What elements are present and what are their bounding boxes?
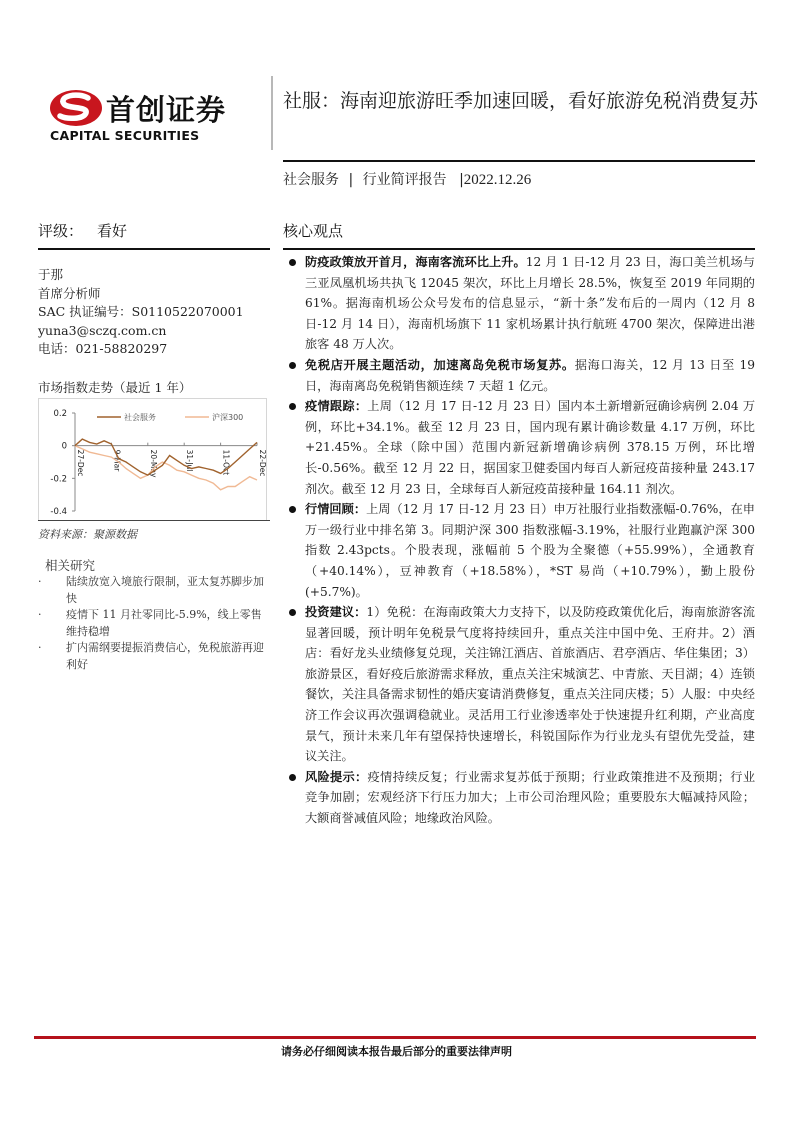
y-tick-label: -0.2	[50, 474, 67, 485]
y-tick-label: -0.4	[50, 507, 67, 517]
bullet-dot-icon	[289, 259, 296, 266]
core-point-body: 上周（12 月 17 日-12 月 23 日）国内本土新增新冠确诊病例 2.04 万例，环比+34.1%。截至 12 月 23 日，国内现有累计确诊数量 4.17 万例，环比+21.45%。全球（除中国）范围内新冠新增确诊病例 378.15 万例，环比增长-0.56%。截至 12 月 22 日，据国家卫健委国内每百人新冠疫苗接种量 243.17 剂次。截至 12 月 23 日，全球每百人新冠疫苗接种量 164.11 剂次。	[305, 399, 756, 496]
report-date: 2022.12.26	[463, 172, 532, 188]
core-point	[283, 499, 755, 602]
logo-english-name: CAPITAL SECURITIES	[50, 128, 200, 143]
x-tick-label: 11-Oct	[221, 449, 231, 476]
report-type: 行业简评报告	[362, 172, 447, 188]
related-research-link[interactable]: 疫情下 11 月社零同比-5.9%，线上零售维持稳增	[66, 608, 262, 638]
header-divider	[271, 76, 273, 150]
core-point-heading: 行情回顾：	[305, 502, 367, 517]
core-view-rule	[283, 248, 755, 250]
legal-notice: 请务必仔细阅读本报告最后部分的重要法律声明	[281, 1045, 512, 1058]
title-rule	[283, 160, 755, 162]
legend-label: 沪深300	[212, 413, 244, 422]
x-tick-label: 20-May	[148, 449, 158, 478]
chart-bottom-rule	[38, 520, 270, 521]
legend-label: 社会服务	[124, 413, 156, 422]
related-research-link[interactable]: 扩内需纲要提振消费信心，免税旅游再迎利好	[66, 641, 264, 671]
core-point-body: 1）免税：在海南政策大力支持下，以及防疫政策优化后，海南旅游客流显著回暖，预计明年免税景气度将持续回升，重点关注中国中免、王府井。2）酒店：看好龙头业绩修复兑现，关注锦江酒店、首旅酒店、君亭酒店、华住集团；3）旅游景区，看好疫后旅游需求释放，重点关注宋城演艺、中青旅、天目湖；4）连锁餐饮，关注具备需求韧性的婚庆宴请消费修复，重点关注同庆楼；5）人服：中央经济工作会议再次强调稳就业。灵活用工行业渗透率处于快速提升红利期，产业高度景气，预计未来几年有望保持快速增长，科锐国际作为行业龙头有望优先受益，建议关注。	[305, 605, 755, 764]
analyst-phone: 电话：021-58820297	[38, 341, 168, 356]
capital-securities-logo-icon	[48, 88, 104, 128]
rating-value: 看好	[97, 222, 128, 240]
core-point	[283, 252, 755, 355]
chart-source: 资料来源：聚源数据	[38, 528, 137, 541]
analyst-info	[38, 266, 244, 359]
chart-title: 市场指数走势（最近 1 年）	[38, 380, 192, 395]
analyst-title: 首席分析师	[38, 285, 101, 301]
y-tick-label: 0.2	[53, 409, 67, 419]
bullet-dot-icon	[289, 362, 296, 369]
report-sector: 社会服务	[283, 172, 339, 188]
bullet-icon: ·	[38, 608, 42, 621]
bullet-dot-icon	[289, 774, 296, 781]
core-view-list	[283, 252, 755, 829]
bullet-icon: ·	[38, 641, 42, 654]
core-point-body: 12 月 1 日-12 月 23 日，海口美兰机场与三亚凤凰机场共执飞 12045 架次，环比上月增长 28.5%，恢复至 2019 年同期的 61%。据海南机场公众号发布的信息显示，“新十条”发布后的一周内（12 月 8 日-12 月 14 日），海南机场旗下 11 家机场累计执行航班 4700 架次，保障进出港旅客 48 万人次。	[305, 255, 755, 352]
y-tick-label: 0	[61, 441, 67, 452]
bullet-dot-icon	[289, 506, 296, 513]
meta-separator: |	[348, 172, 354, 188]
core-point-heading: 风险提示：	[305, 769, 368, 784]
chart-canvas	[39, 399, 266, 521]
core-point	[283, 396, 755, 499]
bullet-icon: ·	[38, 575, 42, 588]
related-research-item[interactable]	[38, 640, 270, 673]
core-point	[283, 602, 755, 767]
meta-separator: |	[459, 172, 464, 188]
x-tick-label: 31-Jul	[185, 449, 195, 472]
related-research-link[interactable]: 陆续放宽入境旅行限制，亚太复苏脚步加快	[66, 575, 264, 605]
report-title: 社服：海南迎旅游旺季加速回暖，看好旅游免税消费复苏	[283, 90, 759, 112]
x-tick-label: 22-Dec	[258, 449, 267, 477]
core-point	[283, 355, 755, 396]
core-point-heading: 投资建议：	[305, 605, 367, 620]
analyst-name: 于那	[38, 267, 64, 282]
x-tick-label: 9-Mar	[112, 449, 122, 472]
bullet-dot-icon	[289, 403, 296, 410]
bullet-dot-icon	[289, 609, 296, 616]
x-tick-label: 27-Dec	[76, 449, 85, 477]
core-point-body: 上周（12 月 17 日-12 月 23 日）申万社服行业指数涨幅-0.76%，在申万一级行业中排名第 3。同期沪深 300 指数涨幅-3.19%，社服行业跑赢沪深 300 指数 2.43pcts。个股表现，涨幅前 5 个股为全聚德（+55.99%），全通教育（+40.14%），豆神教育（+18.58%），*ST 易尚（+10.79%），勤上股份(+5.7%)。	[305, 502, 755, 599]
rating-rule	[38, 248, 270, 250]
report-meta	[283, 169, 531, 189]
core-point-heading: 疫情跟踪：	[305, 399, 368, 414]
analyst-sac: SAC 执证编号：S0110522070001	[38, 304, 244, 319]
related-research-title: 相关研究	[45, 558, 96, 573]
related-research-list	[38, 574, 270, 673]
core-view-title: 核心观点	[283, 222, 344, 240]
core-point-body: 疫情持续反复；行业需求复苏低于预期；行业政策推进不及预期；行业竞争加剧；宏观经济下行压力加大；上市公司治理风险；重要股东大幅减持风险；大额商誉减值风险；地缘政治风险。	[305, 769, 756, 826]
logo-chinese-name: 首创证券	[106, 93, 227, 127]
core-point	[283, 767, 755, 829]
core-point-heading: 防疫政策放开首月，海南客流环比上升。	[305, 255, 526, 269]
footer-rule	[34, 1036, 756, 1039]
company-logo	[48, 88, 263, 150]
market-index-chart	[38, 398, 267, 521]
core-point-heading: 免税店开展主题活动，加速离岛免税市场复苏。	[305, 357, 575, 372]
rating-label: 评级：	[38, 222, 84, 240]
related-research-item[interactable]	[38, 574, 270, 607]
related-research-item[interactable]	[38, 607, 270, 640]
core-point-body: 据海口海关，12 月 13 日至 19 日，海南离岛免税销售额连续 7 天超 1 亿元。	[305, 357, 756, 393]
rating	[38, 220, 127, 241]
analyst-email[interactable]: yuna3@sczq.com.cn	[38, 322, 167, 338]
